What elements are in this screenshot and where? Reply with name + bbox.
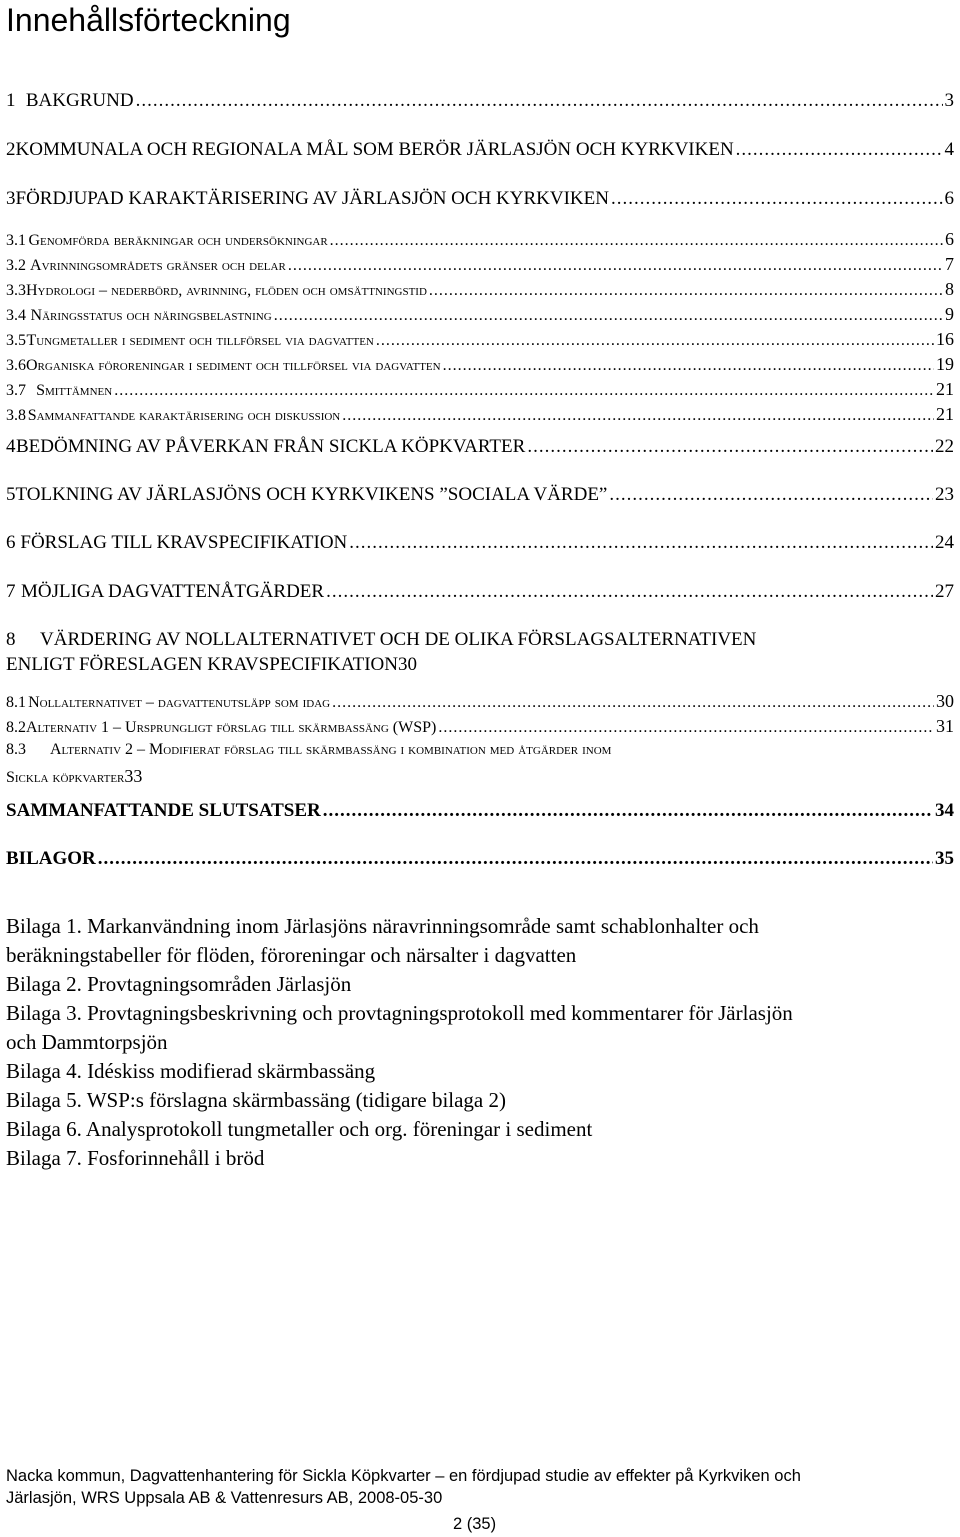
toc-leader [323,800,933,822]
toc-title: Näringsstatus och näringsbelastning [30,307,272,324]
toc-leader [429,282,943,300]
toc-number: 3.1 [6,232,26,249]
toc-entry-5[interactable] [6,484,954,506]
toc-page: 23 [935,484,954,505]
toc-number: 3.5 [6,332,26,349]
toc-leader [98,848,933,870]
toc-title: SAMMANFATTANDE SLUTSATSER [6,800,321,821]
toc-number: 3.2 [6,257,26,274]
toc-title: Hydrologi – nederbörd, avrinning, flöden och omsättningstid [26,282,427,299]
toc-title: BEDÖMNING AV PÅVERKAN FRÅN SICKLA KÖPKVARTER [16,436,526,457]
page-number: 2 (35) [453,1515,497,1533]
toc-number: 3.3 [6,282,26,299]
toc-number: 8.1 [6,694,26,711]
toc-entry-3[interactable] [6,188,954,210]
toc-page: 34 [935,800,954,821]
footer-line: Nacka kommun, Dagvattenhantering för Sickla Köpkvarter – en fördjupad studie av effekter på Kyrkviken och [6,1467,801,1485]
toc-number: 8.2 [6,719,26,736]
toc-entry-8-2[interactable] [6,716,954,737]
toc-leader [332,694,934,712]
toc-entry-6[interactable] [6,532,954,554]
toc-leader [609,484,933,506]
toc-title-line1: Alternativ 2 – Modifierat förslag till skärmbassäng i kombination med åtgärder inom [50,741,612,758]
toc-page: 30 [936,691,954,711]
toc-title: Organiska föroreningar i sediment och tillförsel via dagvatten [26,357,441,374]
toc-page: 16 [936,329,954,349]
appendix-line: beräkningstabeller för flöden, föroreningar och närsalter i dagvatten [6,943,577,967]
toc-page: 19 [936,354,954,374]
toc-number: 3.8 [6,407,26,424]
toc-page: 27 [935,581,954,602]
toc-page: 24 [935,532,954,553]
toc-leader [349,532,933,554]
toc-leader [326,581,933,603]
toc-leader [376,332,934,350]
toc-page: 21 [936,379,954,399]
toc-title: MÖJLIGA DAGVATTENÅTGÄRDER [20,581,325,602]
toc-leader [114,382,934,400]
toc-leader [330,232,943,250]
appendix-list [6,912,954,1173]
toc-title: Nollalternativet – dagvattenutsläpp som idag [28,694,331,711]
toc-title: KOMMUNALA OCH REGIONALA MÅL SOM BERÖR JÄRLASJÖN OCH KYRKVIKEN [15,139,734,160]
toc-leader [736,139,943,161]
appendix-line: Bilaga 7. Fosforinnehåll i bröd [6,1146,265,1170]
toc-number: 2 [6,139,16,160]
toc-title: TOLKNING AV JÄRLASJÖNS OCH KYRKVIKENS ”SOCIALA VÄRDE” [15,484,608,505]
toc-page: 22 [935,436,954,457]
toc-title-line2: ENLIGT FÖRESLAGEN KRAVSPECIFIKATION [6,654,398,675]
toc-number: 6 [6,532,16,553]
toc-page: 35 [935,848,954,869]
toc-title-line1: VÄRDERING AV NOLLALTERNATIVET OCH DE OLIKA FÖRSLAGSALTERNATIVEN [40,629,757,650]
toc-title: Sammanfattande karaktärisering och diskussion [27,407,341,424]
appendix-line: Bilaga 4. Idéskiss modifierad skärmbassäng [6,1059,376,1083]
toc-entry-3-8[interactable] [6,404,954,425]
appendix-line: Bilaga 5. WSP:s förslagna skärmbassäng (tidigare bilaga 2) [6,1088,507,1112]
toc-entry-8[interactable] [6,629,954,675]
toc-entry-bilagor[interactable] [6,848,954,870]
toc-entry-8-1[interactable] [6,691,954,712]
toc-leader [611,188,943,210]
toc-number: 3.4 [6,307,26,324]
toc-leader [274,307,943,325]
toc-entry-2[interactable] [6,139,954,161]
toc-title: BILAGOR [6,848,96,869]
footer-line: Järlasjön, WRS Uppsala AB & Vattenresurs AB, 2008-05-30 [6,1489,443,1507]
toc-entry-3-6[interactable] [6,354,954,375]
toc-title: Alternativ 1 – Ursprungligt förslag till skärmbassäng (WSP) [26,719,437,736]
toc-number: 7 [6,581,16,602]
page-footer [6,1465,954,1533]
toc-entry-3-3[interactable] [6,279,954,300]
toc-entry-slutsatser[interactable] [6,800,954,822]
toc-page: 33 [124,766,143,786]
toc-title: FÖRSLAG TILL KRAVSPECIFIKATION [20,532,348,553]
toc-title: Smittämnen [36,382,113,399]
toc-number: 1 [6,90,16,111]
toc-leader [438,719,934,737]
toc-title: BAKGRUND [25,90,134,111]
appendix-line: Bilaga 6. Analysprotokoll tungmetaller och org. föreningar i sediment [6,1117,593,1141]
appendix-line: Bilaga 2. Provtagningsområden Järlasjön [6,972,352,996]
toc-entry-1[interactable] [6,90,954,112]
toc-leader [443,357,934,375]
toc-page: 30 [398,654,417,675]
toc-entry-8-3[interactable] [6,741,954,786]
toc-number: 3.7 [6,382,26,399]
toc-page: 7 [945,254,954,274]
toc-title-line2: Sickla köpkvarter [6,769,125,786]
toc-page: 8 [945,279,954,299]
appendix-line: Bilaga 1. Markanvändning inom Järlasjöns näravrinningsområde samt schablonhalter och [6,914,759,938]
toc-page: 3 [944,90,954,111]
page-title: Innehållsförteckning [6,2,291,38]
toc-entry-4[interactable] [6,436,954,458]
toc-entry-3-2[interactable] [6,254,954,275]
appendix-line: Bilaga 3. Provtagningsbeskrivning och provtagningsprotokoll med kommentarer för Järlasjön [6,1001,793,1025]
toc-leader [527,436,933,458]
toc-entry-3-5[interactable] [6,329,954,350]
toc-number: 8.3 [6,741,26,758]
toc-title: Genomförda beräkningar och undersökningar [28,232,328,249]
toc-entry-7[interactable] [6,581,954,603]
toc-page: 6 [945,229,954,249]
toc-title: Avrinningsområdets gränser och delar [30,257,286,274]
toc-number: 8 [6,629,16,650]
appendix-line: och Dammtorpsjön [6,1030,168,1054]
toc-entry-3-1[interactable] [6,229,954,250]
toc-leader [342,407,934,425]
toc-page: 21 [936,404,954,424]
toc-number: 4 [6,436,16,457]
toc-number: 5 [6,484,16,505]
toc-entry-3-7[interactable] [6,379,954,400]
toc-page: 31 [936,716,954,736]
toc-page: 4 [944,139,954,160]
toc-title: FÖRDJUPAD KARAKTÄRISERING AV JÄRLASJÖN OCH KYRKVIKEN [15,188,609,209]
toc-number: 3.6 [6,357,26,374]
toc-page: 6 [944,188,954,209]
toc-number: 3 [6,188,16,209]
toc-entry-3-4[interactable] [6,304,954,325]
toc-leader [288,257,943,275]
toc-leader [136,90,943,112]
toc-page: 9 [945,304,954,324]
toc-title: Tungmetaller i sediment och tillförsel via dagvatten [26,332,374,349]
